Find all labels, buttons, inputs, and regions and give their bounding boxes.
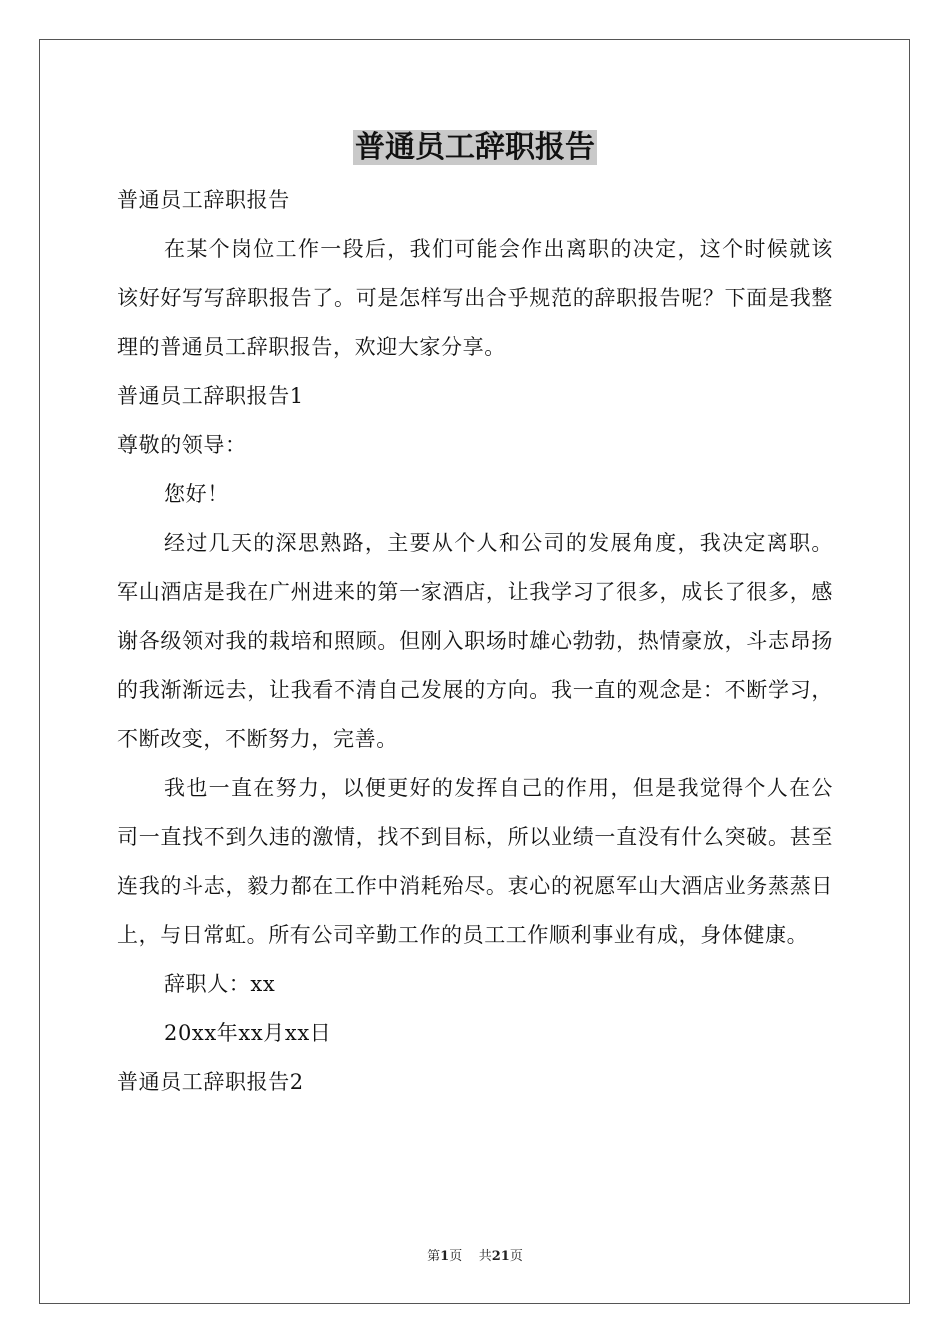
- page-footer: [0, 1248, 950, 1266]
- page-total: 21: [491, 1249, 510, 1264]
- total-label-prefix: 共: [478, 1249, 492, 1264]
- greeting: 您好！: [164, 482, 229, 506]
- page-current: 1: [440, 1249, 450, 1264]
- page-label-suffix: 页: [449, 1249, 463, 1264]
- document-title: [0, 128, 950, 168]
- section-heading: 普通员工辞职报告2: [117, 1070, 304, 1094]
- section-heading: 普通员工辞职报告1: [117, 384, 304, 408]
- salutation: 尊敬的领导：: [117, 433, 247, 457]
- page-label-prefix: 第: [427, 1249, 441, 1264]
- signature: 辞职人：xx: [164, 972, 276, 996]
- paragraph: 普通员工辞职报告: [117, 188, 290, 212]
- document-body: [117, 176, 833, 1107]
- date: 20xx年xx月xx日: [164, 1021, 332, 1045]
- paragraph: 在某个岗位工作一段后，我们可能会作出离职的决定，这个时候就该该好好写写辞职报告了。可是怎样写出合乎规范的辞职报告呢？下面是我整理的普通员工辞职报告，欢迎大家分享。: [117, 237, 833, 359]
- paragraph: 经过几天的深思熟路，主要从个人和公司的发展角度，我决定离职。军山酒店是我在广州进来的第一家酒店，让我学习了很多，成长了很多，感谢各级领对我的栽培和照顾。但刚入职场时雄心勃勃，热情豪放，斗志昂扬的我渐渐远去，让我看不清自己发展的方向。我一直的观念是：不断学习，不断改变，不断努力，完善。: [117, 531, 833, 751]
- paragraph: 我也一直在努力，以便更好的发挥自己的作用，但是我觉得个人在公司一直找不到久违的激情，找不到目标，所以业绩一直没有什么突破。甚至连我的斗志，毅力都在工作中消耗殆尽。衷心的祝愿军山大酒店业务蒸蒸日上，与日常虹。所有公司辛勤工作的员工工作顺利事业有成，身体健康。: [117, 776, 833, 947]
- document-title-text: 普通员工辞职报告: [355, 130, 595, 165]
- total-label-suffix: 页: [509, 1249, 523, 1264]
